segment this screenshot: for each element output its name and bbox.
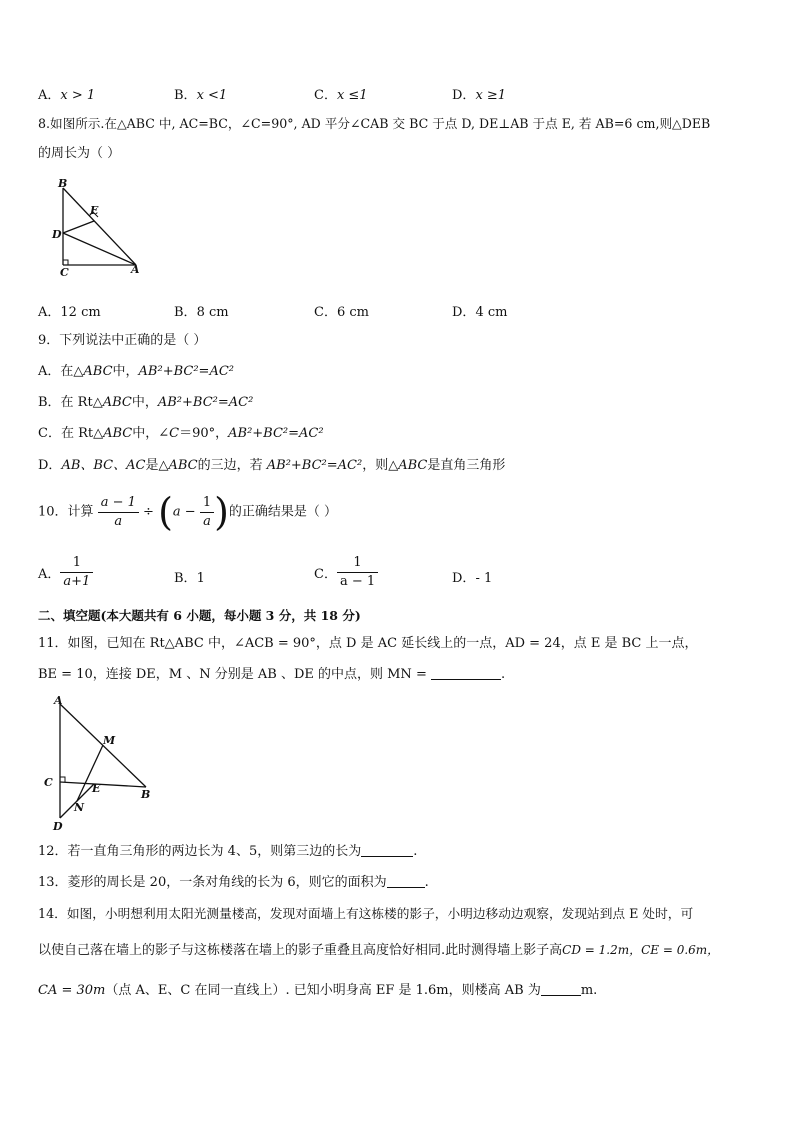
q8-option-a[interactable]: A．12 cm (38, 305, 101, 320)
q14-answer-blank[interactable] (541, 995, 581, 996)
q8-label-e: E (90, 204, 99, 217)
q11-label-n: N (74, 801, 85, 814)
q12-stem: 12．若一直角三角形的两边长为 4、5，则第三边的长为 . (38, 844, 418, 859)
q11-line2: BE = 10，连接 DE，M 、N 分别是 AB 、DE 的中点，则 MN = . (38, 667, 506, 682)
q10-option-b[interactable]: B．1 (174, 571, 205, 586)
q9-option-b[interactable]: B．在 Rt△ABC中，AB²+BC²=AC² (38, 395, 254, 410)
q9-option-a[interactable]: A．在△ABC中，AB²+BC²=AC² (38, 364, 234, 379)
q10-fraction-1: $\frac{a - 1}{a}$ (98, 494, 139, 531)
q9-option-d[interactable]: D．AB、BC、AC是△ABC的三边，若 AB²+BC²=AC²，则△ABC是直角三角形 (38, 458, 506, 473)
q8-label-d: D (52, 228, 62, 241)
q11-label-c: C (44, 776, 53, 789)
q8-stem-line2: 的周长为（ ） (38, 146, 121, 161)
q7-option-b[interactable]: B．x <1 (174, 88, 228, 103)
q10-option-c[interactable]: C． $\frac{1}{a - 1}$ (314, 554, 378, 591)
q9-stem: 9．下列说法中正确的是（ ） (38, 333, 207, 348)
q10-stem: 10．计算 $\frac{a - 1}{a}$ ÷ (a − $\frac{1}{a}$ )的正确结果是（ ） (38, 490, 338, 534)
q8-label-c: C (60, 266, 69, 279)
q7-option-d[interactable]: D．x ≥1 (452, 88, 507, 103)
q9-option-c[interactable]: C．在 Rt△ABC中，∠C＝90°，AB²+BC²=AC² (38, 426, 324, 441)
q10-options (38, 554, 758, 598)
q8-option-c[interactable]: C．6 cm (314, 305, 369, 320)
q14-line2: 以使自己落在墙上的影子与这栋楼落在墙上的影子重叠且高度恰好相同.此时测得墙上影子高CD = 1.2m，CE = 0.6m， (38, 943, 720, 958)
q11-label-m: M (103, 734, 116, 747)
q12-answer-blank[interactable] (361, 856, 413, 857)
q7-options (38, 84, 758, 104)
q11-label-b: B (141, 788, 151, 801)
q14-line1: 14．如图，小明想利用太阳光测量楼高，发现对面墙上有这栋楼的影子，小明边移动边观察，发现站到点 E 处时，可 (38, 906, 694, 921)
q14-line3: CA = 30m（点 A、E、C 在同一直线上）. 已知小明身高 EF 是 1.6m，则楼高 AB 为 m. (38, 983, 598, 998)
q13-answer-blank[interactable] (387, 887, 425, 888)
q8-triangle-figure (48, 176, 148, 280)
q11-label-e: E (92, 782, 101, 795)
q11-line1: 11．如图，已知在 Rt△ABC 中，∠ACB = 90°，点 D 是 AC 延长线上的一点，AD = 24，点 E 是 BC 上一点， (38, 636, 698, 651)
q8-stem-line1: 8.如图所示.在△ABC 中, AC=BC，∠C=90°, AD 平分∠CAB 交 BC 于点 D, DE⊥AB 于点 E, 若 AB=6 cm,则△DEB (38, 116, 711, 131)
q8-option-b[interactable]: B．8 cm (174, 305, 229, 320)
q11-triangle-figure (38, 692, 162, 834)
q7-option-c[interactable]: C．x ≤1 (314, 88, 368, 103)
q8-label-a: A (131, 263, 140, 276)
q11-label-d: D (53, 820, 63, 833)
q10-option-a[interactable]: A． $\frac{1}{a+1}$ (38, 554, 93, 591)
q11-answer-blank[interactable] (431, 679, 501, 680)
q8-label-b: B (58, 177, 68, 190)
q13-stem: 13．菱形的周长是 20，一条对角线的长为 6，则它的面积为 . (38, 875, 429, 890)
q10-fraction-2: $\frac{1}{a}$ (200, 494, 214, 531)
q8-options (38, 301, 758, 321)
q11-label-a: A (54, 694, 63, 707)
q7-option-a[interactable]: A．x > 1 (38, 88, 96, 103)
section2-title: 二、填空题(本大题共有 6 小题，每小题 3 分，共 18 分) (38, 608, 361, 623)
q8-option-d[interactable]: D．4 cm (452, 305, 508, 320)
q10-option-d[interactable]: D．- 1 (452, 571, 493, 586)
